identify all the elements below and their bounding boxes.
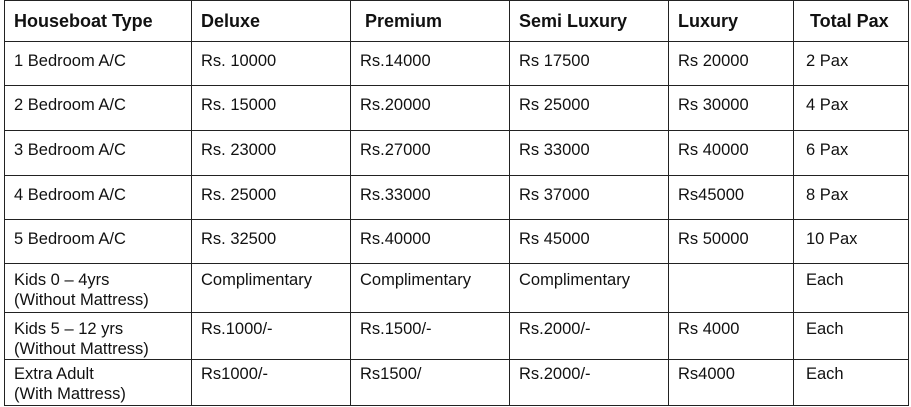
cell-premium: Rs1500/ <box>351 360 510 406</box>
cell-semi-luxury: Rs 17500 <box>510 42 669 86</box>
cell-deluxe: Rs. 23000 <box>192 130 351 176</box>
header-row <box>5 1 909 42</box>
table-row <box>5 42 909 86</box>
header-deluxe: Deluxe <box>192 1 351 42</box>
cell-premium: Rs.27000 <box>351 130 510 176</box>
table-row <box>5 264 909 313</box>
cell-total-pax: 4 Pax <box>794 86 909 130</box>
cell-total-pax: Each <box>794 360 909 406</box>
table-row <box>5 176 909 219</box>
cell-luxury: Rs 20000 <box>669 42 794 86</box>
cell-type-line2: (With Mattress) <box>14 385 126 404</box>
cell-premium: Rs.14000 <box>351 42 510 86</box>
cell-deluxe: Rs1000/- <box>192 360 351 406</box>
cell-premium: Rs.1500/- <box>351 312 510 360</box>
cell-deluxe: Rs. 15000 <box>192 86 351 130</box>
cell-type: 4 Bedroom A/C <box>5 176 192 219</box>
cell-deluxe: Rs. 32500 <box>192 219 351 263</box>
cell-semi-luxury: Rs 33000 <box>510 130 669 176</box>
cell-total-pax: 6 Pax <box>794 130 909 176</box>
header-semi-luxury: Semi Luxury <box>510 1 669 42</box>
cell-total-pax: Each <box>794 312 909 360</box>
header-luxury: Luxury <box>669 1 794 42</box>
cell-luxury: Rs 40000 <box>669 130 794 176</box>
cell-luxury: Rs 30000 <box>669 86 794 130</box>
houseboat-price-table <box>4 0 909 406</box>
cell-type: 3 Bedroom A/C <box>5 130 192 176</box>
cell-type-line2: (Without Mattress) <box>14 291 149 310</box>
cell-type <box>5 264 192 313</box>
cell-type-line2: (Without Mattress) <box>14 339 149 358</box>
cell-total-pax: 8 Pax <box>794 176 909 219</box>
cell-premium: Rs.33000 <box>351 176 510 219</box>
cell-deluxe: Rs. 25000 <box>192 176 351 219</box>
cell-total-pax: Each <box>794 264 909 313</box>
header-premium: Premium <box>351 1 510 42</box>
cell-type-line1: Kids 5 – 12 yrs <box>14 319 124 338</box>
cell-luxury: Rs 4000 <box>669 312 794 360</box>
table-row <box>5 130 909 176</box>
cell-semi-luxury: Rs.2000/- <box>510 360 669 406</box>
cell-type-line1: Extra Adult <box>14 365 94 384</box>
cell-luxury: Rs 50000 <box>669 219 794 263</box>
cell-type: 1 Bedroom A/C <box>5 42 192 86</box>
cell-total-pax: 2 Pax <box>794 42 909 86</box>
cell-type: 5 Bedroom A/C <box>5 219 192 263</box>
cell-semi-luxury: Complimentary <box>510 264 669 313</box>
cell-luxury: Rs45000 <box>669 176 794 219</box>
cell-type-line1: Kids 0 – 4yrs <box>14 271 110 290</box>
table-row <box>5 86 909 130</box>
table-row <box>5 360 909 406</box>
cell-premium: Rs.40000 <box>351 219 510 263</box>
cell-deluxe: Complimentary <box>192 264 351 313</box>
cell-type <box>5 312 192 360</box>
cell-premium: Complimentary <box>351 264 510 313</box>
header-houseboat-type: Houseboat Type <box>5 1 192 42</box>
cell-semi-luxury: Rs 25000 <box>510 86 669 130</box>
table-row <box>5 219 909 263</box>
cell-type: 2 Bedroom A/C <box>5 86 192 130</box>
cell-semi-luxury: Rs 37000 <box>510 176 669 219</box>
cell-semi-luxury: Rs.2000/- <box>510 312 669 360</box>
table-row <box>5 312 909 360</box>
cell-luxury <box>669 264 794 313</box>
cell-premium: Rs.20000 <box>351 86 510 130</box>
header-total-pax: Total Pax <box>794 1 909 42</box>
cell-luxury: Rs4000 <box>669 360 794 406</box>
cell-type <box>5 360 192 406</box>
cell-total-pax: 10 Pax <box>794 219 909 263</box>
cell-deluxe: Rs. 10000 <box>192 42 351 86</box>
cell-semi-luxury: Rs 45000 <box>510 219 669 263</box>
cell-deluxe: Rs.1000/- <box>192 312 351 360</box>
